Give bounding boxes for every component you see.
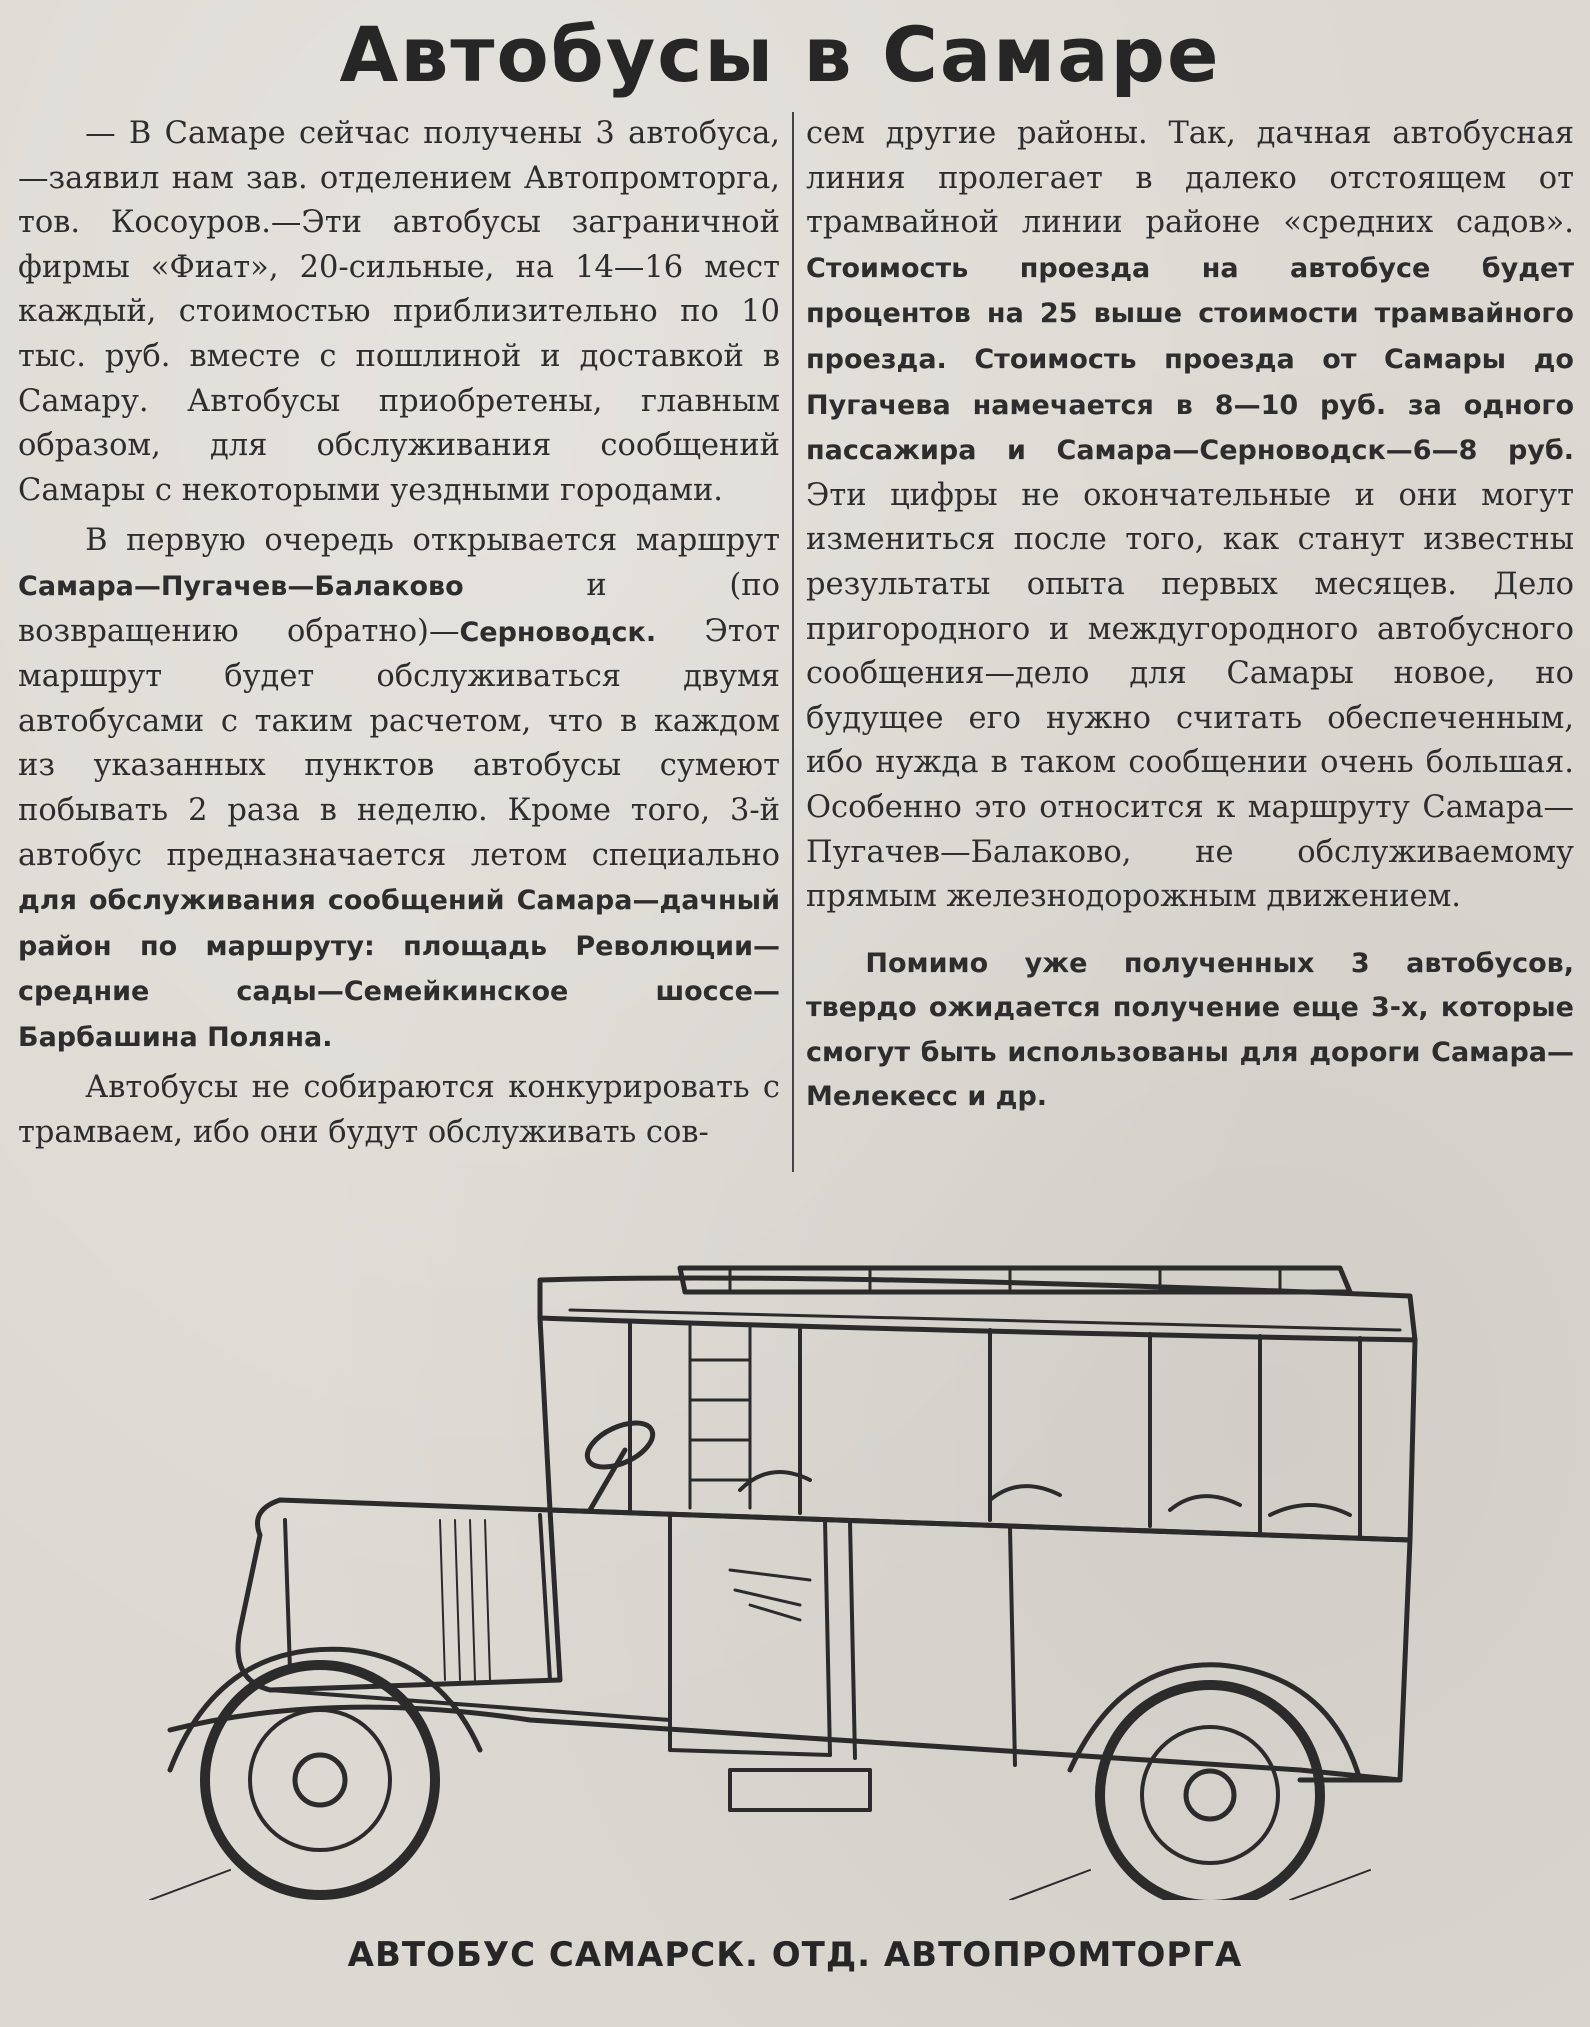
route-dacha: для обслуживания сообщений Самара—дачный район по маршруту: площадь Революции—средние сады—Семейкинское шоссе—Барбашина Поляна. [18, 885, 780, 1053]
headline: Автобусы в Самаре [339, 10, 1221, 99]
illustration-caption: АВТОБУС САМАРСК. ОТД. АВТОПРОМТОРГА [347, 1935, 1243, 1975]
paragraph-tram: Автобусы не собираются конкурировать с трамваем, ибо они будут обслуживать сов- [18, 1070, 780, 1151]
paragraph-routes [18, 519, 780, 1060]
article-column-left [18, 112, 780, 1156]
article-column-right [806, 112, 1574, 1120]
prices-text-rest: Эти цифры не окончательные и они могут измениться после того, как станут известны результаты опыта первых месяцев. Дело пригородного и междугородного автобусного сообщения—дело для Самары новое, но будущее его нужно считать обеспеченным, ибо нужда в таком сообщении очень большая. Особенно это относится к маршруту Самара—Пугачев—Балаково, не обслуживаемому прямым железнодорожным движением. [806, 477, 1574, 915]
route-primary: Самара—Пугачев—Балаково [18, 570, 464, 602]
paragraph-intro: — В Самаре сейчас получены 3 автобуса,—заявил нам зав. отделением Автопромторга, тов. Косоуров.—Эти автобусы заграничной фирмы «Фиат», 20-сильные, на 14—16 мест каждый, стоимостью приблизительно по 10 тыс. руб. вместе с пошлиной и доставкой в Самару. Автобусы приобретены, главным образом, для обслуживания сообщений Самары с некоторыми уездными городами. [18, 116, 780, 508]
prices-text-start: сем другие районы. Так, дачная автобусная линия пролегает в далеко отстоящем от трамвайной линии районе «средних садов». [806, 116, 1574, 241]
routes-text-start: В первую очередь открывается маршрут [85, 523, 780, 559]
routes-text-rest: Этот маршрут будет обслуживаться двумя автобусами с таким расчетом, что в каждом из указанных пунктов автобусы сумеют побывать 2 раза в неделю. Кроме того, 3-й автобус предназначается летом специально [18, 613, 780, 873]
paragraph-more-buses: Помимо уже полученных 3 автобусов, твердо ожидается получение еще 3-х, которые смогут быть использованы для дороги Самара—Мелекесс и др. [806, 947, 1574, 1113]
column-divider [792, 112, 794, 1172]
prices-bold: Стоимость проезда на автобусе будет процентов на 25 выше стоимости трамвайного проезда. Стоимость проезда от Самары до Пугачева намечается в 8—10 руб. за одного пассажира и Самара—Серноводск—6—8 руб. [806, 252, 1574, 467]
paragraph-prices [806, 112, 1574, 920]
route-return: Серноводск. [459, 616, 657, 648]
bus-illustration-icon [110, 1210, 1430, 1900]
routes-text-mid: и (по возвращению обратно)— [18, 567, 780, 649]
